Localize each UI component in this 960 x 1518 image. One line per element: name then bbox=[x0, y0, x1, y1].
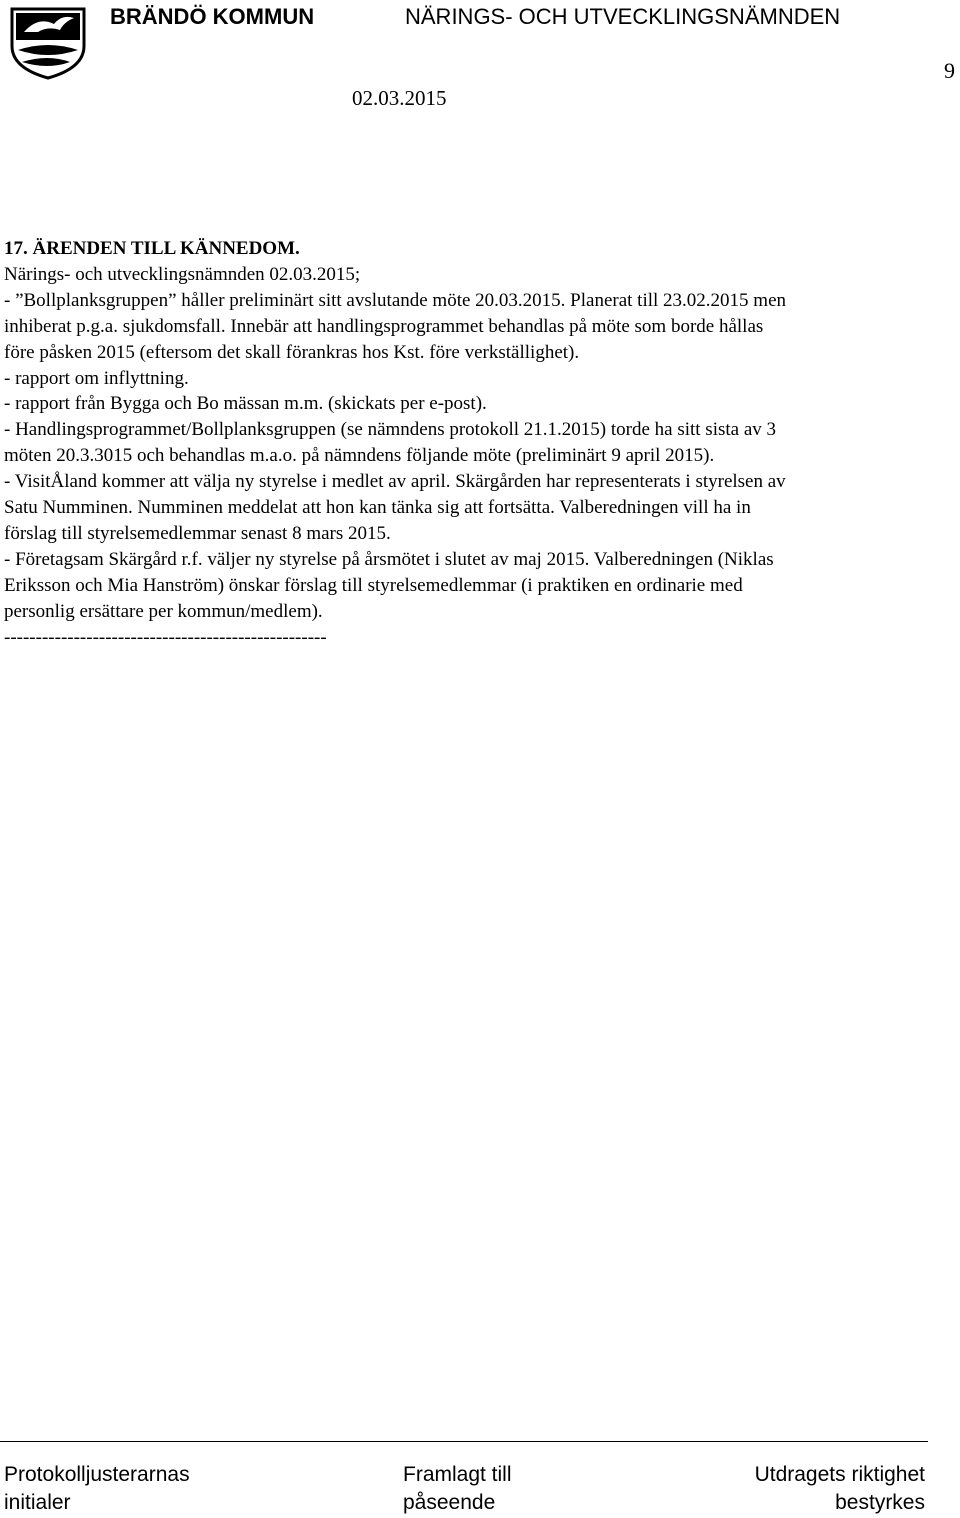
footer-label: påseende bbox=[403, 1491, 496, 1514]
footer-certification bbox=[755, 1461, 925, 1517]
body-line: förslag till styrelsemedlemmar senast 8 mars 2015. bbox=[4, 522, 391, 544]
section-heading: 17. ÄRENDEN TILL KÄNNEDOM. bbox=[4, 238, 300, 259]
footer-label: Utdragets riktighet bbox=[754, 1463, 925, 1486]
body-line: - Företagsam Skärgård r.f. väljer ny styrelse på årsmötet i slutet av maj 2015. Valberedningen (Niklas bbox=[4, 548, 774, 570]
body-line: - VisitÅland kommer att välja ny styrelse i medlet av april. Skärgården har representerats i styrelsen av bbox=[4, 471, 786, 493]
footer-adjusters-initials bbox=[4, 1461, 190, 1517]
body-line: - Handlingsprogrammet/Bollplanksgruppen (se nämndens protokoll 21.1.2015) torde ha sitt sista av 3 bbox=[4, 419, 777, 441]
body-line: - ”Bollplanksgruppen” håller preliminärt sitt avslutande möte 20.03.2015. Planerat till 23.02.2015 men bbox=[4, 289, 787, 311]
page-number: 9 bbox=[944, 58, 955, 83]
body-line: före påsken 2015 (eftersom det skall förankras hos Kst. före verkställighet). bbox=[4, 341, 580, 363]
document-date: 02.03.2015 bbox=[352, 86, 447, 110]
coat-of-arms-icon bbox=[8, 6, 102, 80]
body-line: möten 20.3.3015 och behandlas m.a.o. på nämndens följande möte (preliminärt 9 april 2015). bbox=[4, 445, 715, 467]
body-line: inhiberat p.g.a. sjukdomsfall. Innebär att handlingsprogrammet behandlas på möte som borde hållas bbox=[4, 315, 764, 337]
footer-divider bbox=[0, 1441, 928, 1442]
footer-public-viewing bbox=[403, 1461, 512, 1517]
body-line: Eriksson och Mia Hanström) önskar förslag till styrelsemedlemmar (i praktiken en ordinarie med bbox=[4, 574, 743, 596]
footer-label: Protokolljusterarnas bbox=[4, 1463, 190, 1486]
body-line: personlig ersättare per kommun/medlem). bbox=[4, 600, 323, 622]
board-name: NÄRINGS- OCH UTVECKLINGSNÄMNDEN bbox=[405, 4, 841, 29]
footer-label: initialer bbox=[4, 1491, 71, 1514]
body-line: - rapport från Bygga och Bo mässan m.m. (skickats per e-post). bbox=[4, 393, 487, 415]
meeting-reference: Närings- och utvecklingsnämnden 02.03.2015; bbox=[4, 263, 361, 285]
dashed-separator: --------------------------------------------------- bbox=[4, 626, 327, 648]
body-line: Satu Numminen. Numminen meddelat att hon kan tänka sig att fortsätta. Valberedningen vill ha in bbox=[4, 497, 751, 519]
footer-label: bestyrkes bbox=[835, 1491, 925, 1514]
organization-name: BRÄNDÖ KOMMUN bbox=[110, 4, 315, 29]
agenda-item-body bbox=[4, 236, 944, 651]
body-line: - rapport om inflyttning. bbox=[4, 367, 189, 389]
footer-label: Framlagt till bbox=[403, 1463, 512, 1486]
